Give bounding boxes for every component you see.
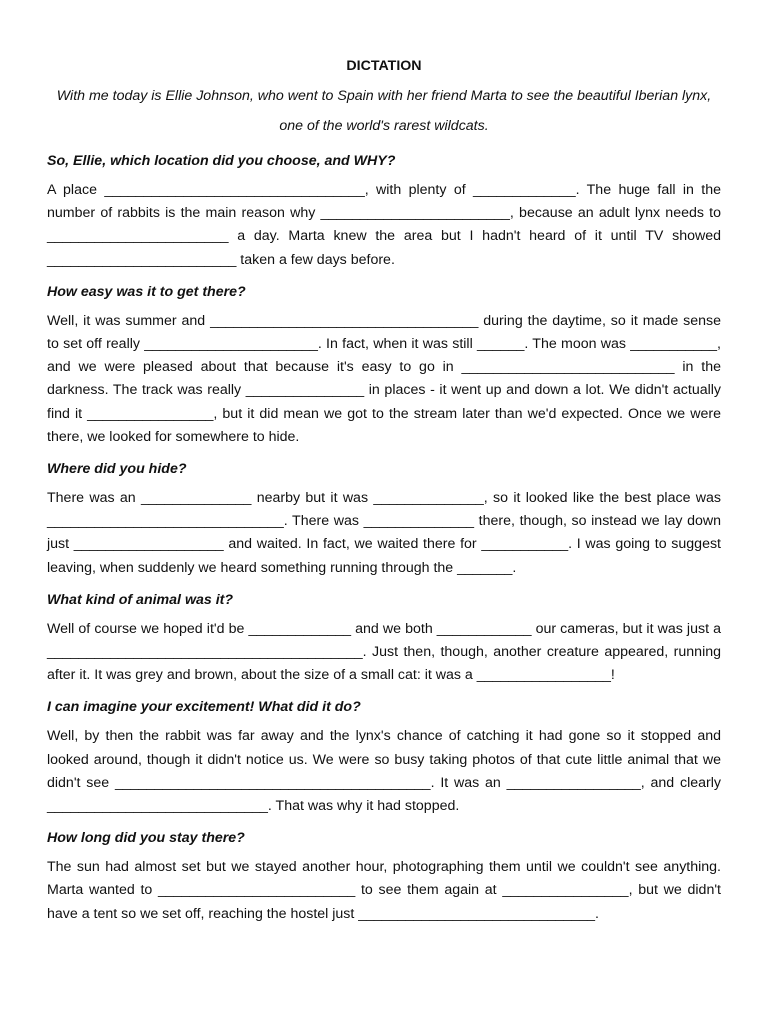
question-text: I can imagine your excitement! What did it do? <box>47 699 361 716</box>
answer-text: The sun had almost set but we stayed another hour, photographing them until we couldn't see anything. Marta wanted to _________________________ to see them again at ________________, but we didn't have a tent so we set off, reaching the hostel just ______________________________. <box>47 859 721 922</box>
answer-text: Well, by then the rabbit was far away and the lynx's chance of catching it had gone so it stopped and looked around, though it didn't notice us. We were so busy taking photos of that cute little animal that we didn't see ________________________________________. It was an _________________, and clearly ____________________________. That was why it had stopped. <box>47 728 721 815</box>
question-text: What kind of animal was it? <box>47 591 234 608</box>
page-title: DICTATION <box>346 58 422 74</box>
intro-text: With me today is Ellie Johnson, who went to Spain with her friend Marta to see the beautiful Iberian lynx, one of the world's rarest wildcats. <box>56 88 712 134</box>
answer-text: Well of course we hoped it'd be _____________ and we both ____________ our cameras, but it was just a ________________________________________. Just then, though, another creature appeared, running after it. It was grey and brown, about the size of a small cat: it was a _________________! <box>47 620 721 684</box>
question-text: How long did you stay there? <box>47 830 245 847</box>
question-text: Where did you hide? <box>47 461 187 478</box>
section-hiding <box>47 458 721 580</box>
question-text: So, Ellie, which location did you choose, and WHY? <box>47 153 396 169</box>
dictation-page <box>47 55 721 926</box>
section-excitement <box>47 696 721 818</box>
answer-text: A place _________________________________, with plenty of _____________. The huge fall in the number of rabbits is the main reason why ________________________, because an adult lynx needs to _______________________ a day. Marta knew the area but I hadn't heard of it until TV showed ________________________ taken a few days before. <box>47 182 721 268</box>
answer-text: There was an ______________ nearby but it was ______________, so it looked like the best place was ______________________________. There was ______________ there, though, so instead we lay down just ___________________ and waited. In fact, we waited there for ___________. I was going to suggest leaving, when suddenly we heard something running through the _______. <box>47 490 721 576</box>
section-location <box>47 150 721 272</box>
section-stay <box>47 827 721 926</box>
answer-text: Well, it was summer and __________________________________ during the daytime, so it made sense to set off really ______________________. In fact, when it was still ______. The moon was ___________, and we were pleased about that because it's easy to go in ___________________________ in the darkness. The track was really _______________ in places - it went up and down a lot. We didn't actually find it ________________, but it did mean we got to the stream later than we'd expected. Once we were there, we looked for somewhere to hide. <box>47 312 721 445</box>
section-animal <box>47 589 721 688</box>
section-getting-there <box>47 281 721 449</box>
question-text: How easy was it to get there? <box>47 283 246 300</box>
